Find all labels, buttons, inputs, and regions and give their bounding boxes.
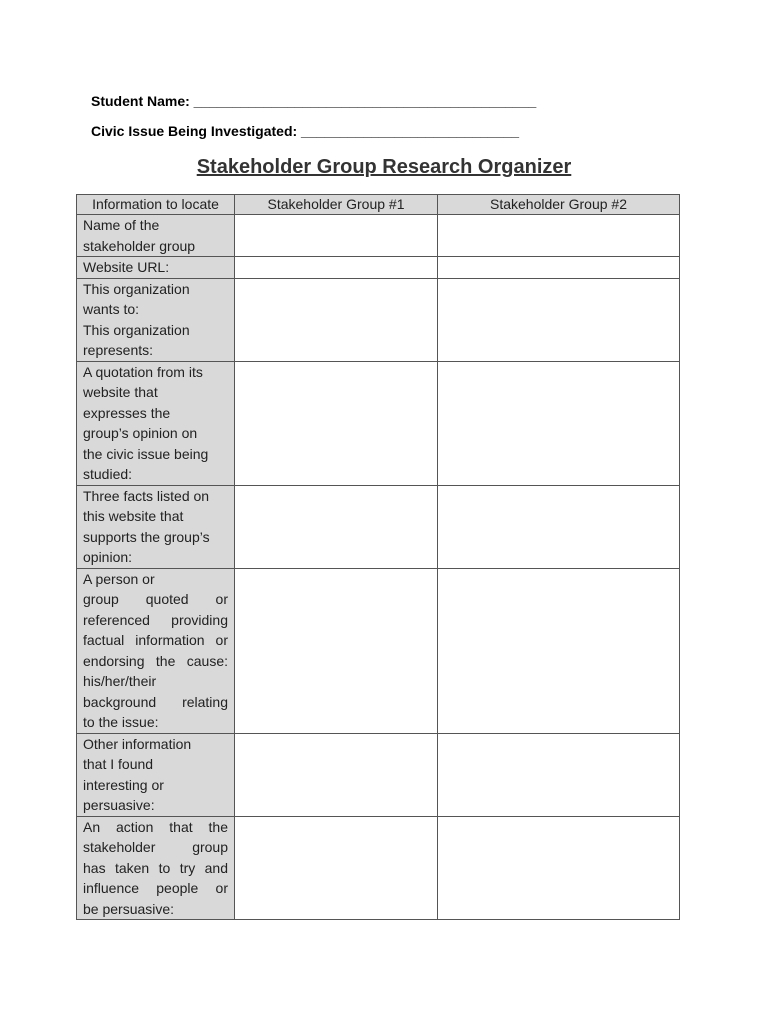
group-2-cell[interactable] (438, 816, 680, 920)
row-label: An action that the stakeholder group has taken to try and influence people or be persuasive: (77, 816, 235, 920)
table-row (77, 215, 680, 257)
group-2-cell[interactable] (438, 215, 680, 257)
row-label: Name of the stakeholder group (77, 215, 235, 257)
table-header-row (77, 195, 680, 215)
civic-issue-field[interactable]: Civic Issue Being Investigated: ____________________________ (91, 123, 520, 139)
table-row (77, 257, 680, 279)
group-1-cell[interactable] (235, 485, 438, 568)
row-label: Other information that I found interesting or persuasive: (77, 733, 235, 816)
table-row (77, 361, 680, 485)
group-2-cell[interactable] (438, 568, 680, 733)
group-2-cell[interactable] (438, 485, 680, 568)
group-1-cell[interactable] (235, 215, 438, 257)
group-2-cell[interactable] (438, 278, 680, 361)
research-organizer-table (76, 194, 680, 920)
row-label: This organization wants to: This organization represents: (77, 278, 235, 361)
group-1-cell[interactable] (235, 816, 438, 920)
group-1-cell[interactable] (235, 361, 438, 485)
group-2-cell[interactable] (438, 257, 680, 279)
column-header-info: Information to locate (77, 195, 235, 215)
table-row (77, 278, 680, 361)
group-1-cell[interactable] (235, 568, 438, 733)
table-row (77, 733, 680, 816)
table-row (77, 568, 680, 733)
row-label: Website URL: (77, 257, 235, 279)
group-1-cell[interactable] (235, 733, 438, 816)
row-label: A quotation from its website that expresses the group’s opinion on the civic issue being studied: (77, 361, 235, 485)
row-label: Three facts listed on this website that supports the group’s opinion: (77, 485, 235, 568)
group-2-cell[interactable] (438, 733, 680, 816)
row-label: A person or group quoted or referenced providing factual information or endorsing the cause: his/her/their background relating to the issue: (77, 568, 235, 733)
table-row (77, 485, 680, 568)
student-name-field[interactable]: Student Name: ____________________________________________ (91, 93, 537, 109)
page-title: Stakeholder Group Research Organizer (196, 156, 572, 178)
column-header-group-1: Stakeholder Group #1 (235, 195, 438, 215)
group-1-cell[interactable] (235, 257, 438, 279)
group-1-cell[interactable] (235, 278, 438, 361)
table-row (77, 816, 680, 920)
group-2-cell[interactable] (438, 361, 680, 485)
column-header-group-2: Stakeholder Group #2 (438, 195, 680, 215)
